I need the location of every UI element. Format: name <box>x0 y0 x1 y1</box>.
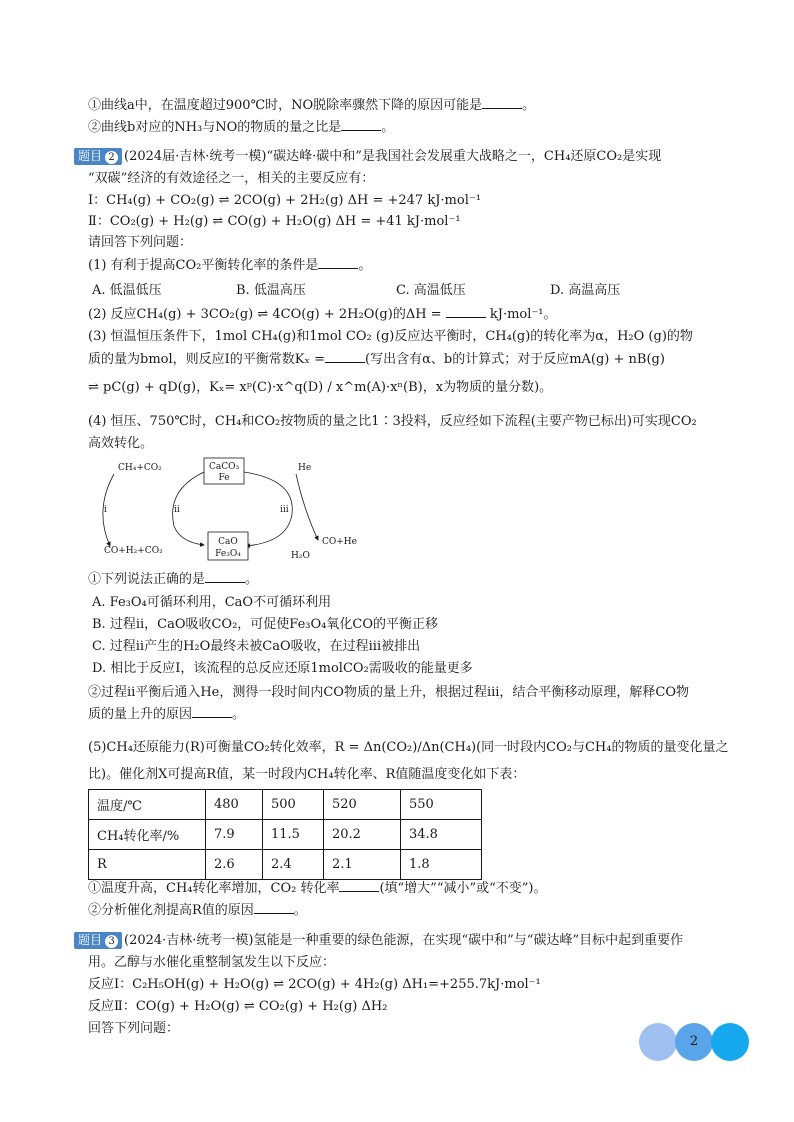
box1-line2: Fe <box>218 473 230 483</box>
reactant-label: CH₄+CO₂ <box>118 463 162 473</box>
box2-line2: Fe₃O₄ <box>215 549 241 559</box>
q3-reaction-1: 反应Ⅰ：C₂H₅OH(g) + H₂O(g) ⇌ 2CO(g) + 4H₂(g) ΔH₁=+255.7kJ·mol⁻¹ <box>88 977 541 992</box>
q1-sub1: ①曲线a中，在温度超过900℃时，NO脱除率骤然下降的原因可能是 。 <box>88 98 536 113</box>
flow-diagram <box>96 450 376 570</box>
table-row <box>89 820 482 850</box>
q3-header-2: 用。乙醇与水催化重整制氢发生以下反应： <box>88 955 336 970</box>
q4-option-d: D. 相比于反应Ⅰ，该流程的总反应还原1molCO₂需吸收的能量更多 <box>92 661 473 676</box>
q2-s5b: 比)。催化剂X可提高R值，某一时段内CH₄转化率、R值随温度变化如下表： <box>88 767 526 782</box>
q1-sub2: ②曲线b对应的NH₃与NO的物质的量之比是 。 <box>88 120 395 135</box>
q5-sub1: ①温度升高，CH₄转化率增加，CO₂ 转化率 (填“增大”“减小”或“不变”)。 <box>88 881 547 896</box>
table-row <box>89 850 482 880</box>
q2-s2: (2) 反应CH₄(g) + 3CO₂(g) ⇌ 4CO(g) + 2H₂O(g)的ΔH = kJ·mol⁻¹。 <box>88 307 557 322</box>
q4-option-b: B. 过程ii，CaO吸收CO₂，可促使Fe₃O₄氧化CO的平衡正移 <box>92 617 438 632</box>
q2-s4b: 高效转化。 <box>88 436 154 451</box>
q4-sub1: ①下列说法正确的是 。 <box>88 572 259 587</box>
label-iii: iii <box>280 505 289 515</box>
q2-s3c: ⇌ pC(g) + qD(g)，Kₓ= xᵖ(C)·x^q(D) / x^m(A)·xⁿ(B)，x为物质的量分数)。 <box>88 380 553 395</box>
label-i: i <box>104 505 107 515</box>
co-he-label: CO+He <box>322 537 357 547</box>
box1-line1: CaCO₃ <box>208 462 240 472</box>
table-cell: 2.4 <box>263 850 324 880</box>
table-cell: 2.6 <box>206 850 263 880</box>
q2-header-2: “双碳”经济的有效途径之一，相关的主要反应有： <box>88 171 375 186</box>
page-number: 2 <box>689 1034 699 1049</box>
answer-blank[interactable] <box>339 879 379 892</box>
question-tag: 题目 2 <box>74 148 122 165</box>
answer-blank[interactable] <box>254 901 294 914</box>
product-label: CO+H₂+CO₂ <box>104 546 163 556</box>
q3-ask: 回答下列问题： <box>88 1021 180 1036</box>
data-table <box>88 789 482 880</box>
table-cell: 温度/℃ <box>89 790 206 820</box>
option-c: C. 高温低压 <box>396 283 466 298</box>
table-cell: R <box>89 850 206 880</box>
q4-option-c: C. 过程ii产生的H₂O最终未被CaO吸收，在过程iii被排出 <box>92 639 421 654</box>
answer-blank[interactable] <box>205 570 245 583</box>
table-cell: 7.9 <box>206 820 263 850</box>
badge-circle-3 <box>711 1023 749 1061</box>
q2-s3a: (3) 恒温恒压条件下，1mol CH₄(g)和1mol CO₂ (g)反应达平衡时，CH₄(g)的转化率为α，H₂O (g)的物 <box>88 329 693 344</box>
table-cell: 11.5 <box>263 820 324 850</box>
ask-text: 请回答下列问题： <box>88 235 193 250</box>
table-cell: 2.1 <box>324 850 401 880</box>
q3-reaction-2: 反应Ⅱ：CO(g) + H₂O(g) ⇌ CO₂(g) + H₂(g) ΔH₂ <box>88 999 388 1014</box>
h2o-label: H₂O <box>291 551 310 561</box>
reaction-1: Ⅰ：CH₄(g) + CO₂(g) ⇌ 2CO(g) + 2H₂(g) ΔH = +247 kJ·mol⁻¹ <box>88 193 481 208</box>
table-cell: 480 <box>206 790 263 820</box>
answer-blank[interactable] <box>446 305 486 318</box>
q2-s5a: (5)CH₄还原能力(R)可衡量CO₂转化效率，R = Δn(CO₂)/Δn(CH₄)(同一时段内CO₂与CH₄的物质的量变化量之 <box>88 740 729 755</box>
q4-option-a: A. Fe₃O₄可循环利用，CaO不可循环利用 <box>92 595 332 610</box>
q2-s1: (1) 有利于提高CO₂平衡转化率的条件是 。 <box>88 258 372 273</box>
option-d: D. 高温高压 <box>550 283 621 298</box>
q2-s3b: 质的量为bmol，则反应Ⅰ的平衡常数Kₓ = (写出含有α、b的计算式；对于反应mA(g) + nB(g) <box>88 352 665 367</box>
badge-circle-1 <box>639 1023 677 1061</box>
reaction-2: Ⅱ：CO₂(g) + H₂(g) ⇌ CO(g) + H₂O(g) ΔH = +41 kJ·mol⁻¹ <box>88 214 461 229</box>
table-cell: 1.8 <box>401 850 482 880</box>
table-cell: 520 <box>324 790 401 820</box>
table-row <box>89 790 482 820</box>
box2-line1: CaO <box>218 537 238 547</box>
question-tag: 题目 3 <box>74 932 122 949</box>
answer-blank[interactable] <box>325 350 365 363</box>
q4-sub2a: ②过程ii平衡后通入He，测得一段时间内CO物质的量上升，根据过程iii，结合平衡移动原理，解释CO物 <box>88 685 690 700</box>
option-b: B. 低温高压 <box>236 283 306 298</box>
answer-blank[interactable] <box>192 705 232 718</box>
table-cell: 550 <box>401 790 482 820</box>
option-a: A. 低温低压 <box>92 283 162 298</box>
arrow-he <box>296 474 318 540</box>
answer-blank[interactable] <box>318 256 358 269</box>
table-cell: 500 <box>263 790 324 820</box>
q5-sub2: ②分析催化剂提高R值的原因 。 <box>88 903 307 918</box>
he-label: He <box>298 463 312 473</box>
table-cell: 34.8 <box>401 820 482 850</box>
answer-blank[interactable] <box>482 96 522 109</box>
q2-s4a: (4) 恒压、750℃时，CH₄和CO₂按物质的量之比1∶3投料，反应经如下流程(主要产物已标出)可实现CO₂ <box>88 414 697 429</box>
q3-header: 题目 3 (2024·吉林·统考一模)氢能是一种重要的绿色能源，在实现“碳中和”与“碳达峰”目标中起到重要作 <box>74 931 683 951</box>
answer-blank[interactable] <box>341 118 381 131</box>
table-cell: CH₄转化率/% <box>89 820 206 850</box>
q2-header: 题目 2 (2024届·吉林·统考一模)“碳达峰·碳中和”是我国社会发展重大战略之一，CH₄还原CO₂是实现 <box>74 147 661 167</box>
table-cell: 20.2 <box>324 820 401 850</box>
q4-sub2b: 质的量上升的原因 。 <box>88 707 246 722</box>
label-ii: ii <box>174 505 180 515</box>
